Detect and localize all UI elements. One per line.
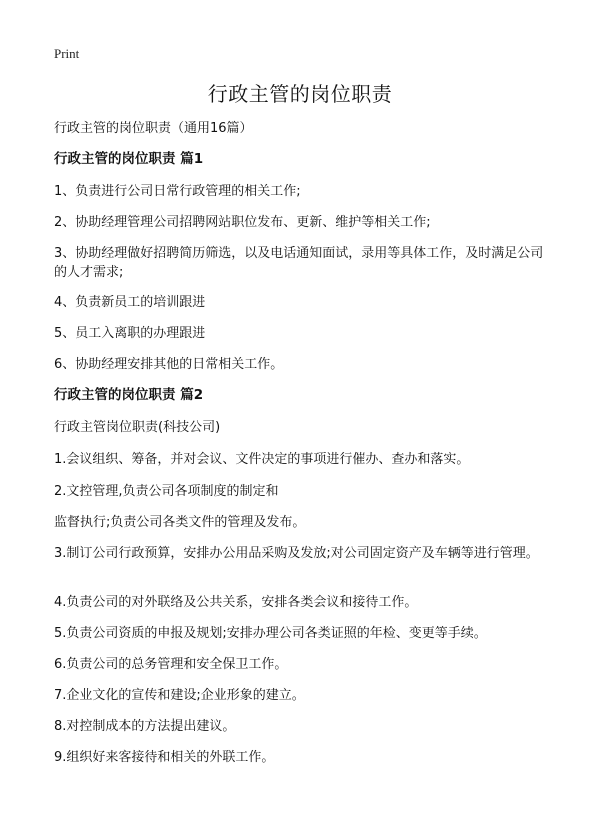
page-title: 行政主管的岗位职责 [207,82,393,106]
list-item: 7.企业文化的宣传和建设;企业形象的建立。 [54,688,305,703]
list-item: 6、协助经理安排其他的日常相关工作。 [54,357,284,372]
list-item: 4、负责新员工的培训跟进 [54,295,206,310]
list-item: 1.会议组织、筹备，并对会议、文件决定的事项进行催办、查办和落实。 [54,452,470,467]
section-subtitle: 行政主管岗位职责(科技公司) [54,420,221,435]
list-item: 2、协助经理管理公司招聘网站职位发布、更新、维护等相关工作; [54,215,431,230]
print-link[interactable]: Print [54,46,80,61]
list-item: 8.对控制成本的方法提出建议。 [54,719,236,734]
list-item: 3、协助经理做好招聘简历筛选，以及电话通知面试，录用等具体工作，及时满足公司的人才需求; [54,246,544,280]
section-heading-2: 行政主管的岗位职责 篇2 [54,387,204,403]
list-item: 监督执行;负责公司各类文件的管理及发布。 [54,515,306,530]
list-item: 4.负责公司的对外联络及公共关系，安排各类会议和接待工作。 [54,595,418,610]
list-item: 1、负责进行公司日常行政管理的相关工作; [54,184,301,199]
list-item: 5、员工入离职的办理跟进 [54,326,206,341]
list-item: 6.负责公司的总务管理和安全保卫工作。 [54,657,288,672]
list-item: 9.组织好来客接待和相关的外联工作。 [54,750,275,765]
section-heading-1: 行政主管的岗位职责 篇1 [54,151,204,167]
list-item: 3.制订公司行政预算，安排办公用品采购及发放;对公司固定资产及车辆等进行管理。 [54,546,539,561]
intro-text: 行政主管的岗位职责（通用16篇） [54,121,253,136]
list-item: 2.文控管理,负责公司各项制度的制定和 [54,484,279,499]
list-item: 5.负责公司资质的申报及规划;安排办理公司各类证照的年检、变更等手续。 [54,626,487,641]
